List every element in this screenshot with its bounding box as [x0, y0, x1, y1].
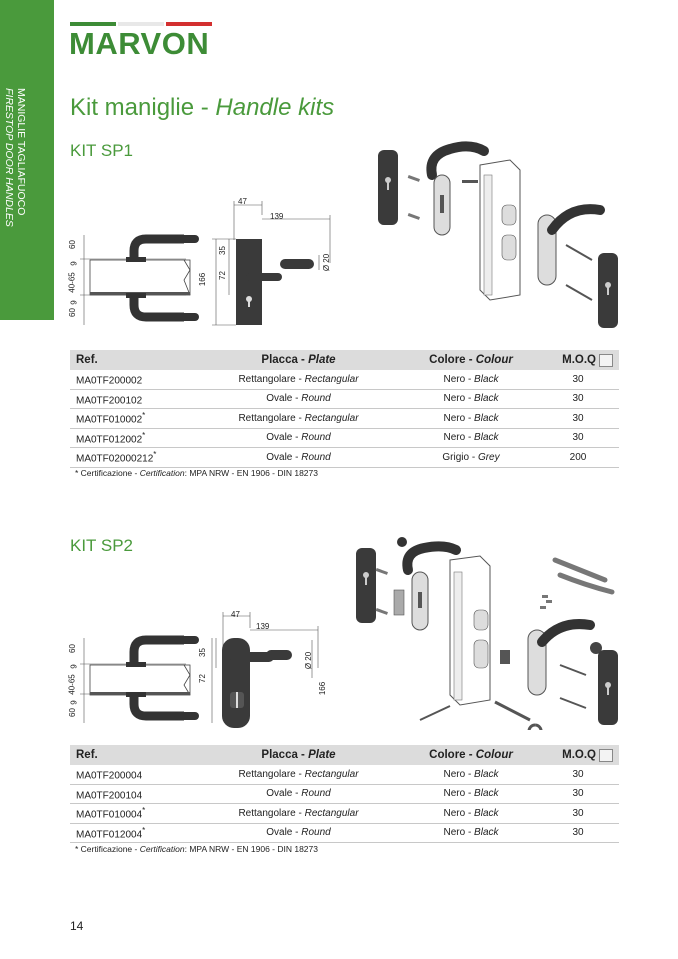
dim-60-bottom: 60 — [67, 308, 77, 317]
col-ref: Ref. — [70, 350, 192, 370]
table-row — [70, 804, 619, 824]
dim-9-bottom-sp2: 9 — [69, 700, 79, 705]
table-header-row — [70, 745, 619, 765]
col-colour: Colore - Colour — [405, 350, 537, 370]
kit-sp1-table — [70, 350, 619, 468]
dim-72-sp2: 72 — [197, 674, 207, 683]
cell-colour: Nero - Black — [405, 784, 537, 804]
cell-colour: Nero - Black — [405, 823, 537, 843]
brand-logo: MARVON — [69, 26, 210, 61]
cell-plate: Ovale - Round — [192, 428, 405, 448]
side-tab-line1: MANIGLIE TAGLIAFUOCO — [15, 88, 27, 216]
cell-moq: 30 — [537, 389, 619, 409]
cell-moq: 30 — [537, 370, 619, 389]
table-row — [70, 389, 619, 409]
kit-sp1-technical-drawing — [66, 195, 346, 335]
cell-plate: Ovale - Round — [192, 784, 405, 804]
dim-35-sp2: 35 — [197, 648, 207, 657]
col-ref: Ref. — [70, 745, 192, 765]
dim-72: 72 — [217, 271, 227, 280]
page-title-it: Kit maniglie - — [70, 94, 216, 121]
cell-plate: Rettangolare - Rectangular — [192, 370, 405, 389]
cell-colour: Nero - Black — [405, 370, 537, 389]
dim-9-bottom: 9 — [69, 300, 79, 305]
dim-60-bottom-sp2: 60 — [67, 708, 77, 717]
side-tab-line2: FIRESTOP DOOR HANDLES — [3, 88, 15, 227]
page-title-en: Handle kits — [215, 94, 335, 121]
cell-moq: 200 — [537, 448, 619, 468]
dim-d20-sp2: Ø 20 — [304, 651, 314, 670]
cell-colour: Nero - Black — [405, 765, 537, 784]
kit-sp2-technical-drawing — [66, 608, 336, 733]
box-icon — [599, 354, 613, 367]
cell-plate: Rettangolare - Rectangular — [192, 804, 405, 824]
cell-plate: Ovale - Round — [192, 448, 405, 468]
kit-sp2-certification-note: * Certificazione - Certification: MPA NRW - EN 1906 - DIN 18273 — [75, 844, 318, 854]
cell-ref: MA0TF02000212* — [70, 448, 192, 468]
table-row — [70, 428, 619, 448]
side-tab-text — [0, 0, 54, 320]
kit-sp1-certification-note: * Certificazione - Certification: MPA NRW - EN 1906 - DIN 18273 — [75, 468, 318, 478]
col-plate: Placca - Plate — [192, 745, 405, 765]
cell-plate: Ovale - Round — [192, 823, 405, 843]
page-number: 14 — [70, 919, 84, 933]
cell-colour: Nero - Black — [405, 409, 537, 429]
table-row — [70, 784, 619, 804]
cell-plate: Rettangolare - Rectangular — [192, 765, 405, 784]
table-row — [70, 823, 619, 843]
col-moq: M.O.Q — [537, 745, 619, 765]
cell-plate: Rettangolare - Rectangular — [192, 409, 405, 429]
dim-166: 166 — [198, 272, 208, 287]
kit-sp2-title: KIT SP2 — [70, 536, 133, 555]
col-colour: Colore - Colour — [405, 745, 537, 765]
dim-47: 47 — [238, 197, 247, 206]
dim-60-top: 60 — [67, 240, 77, 249]
cell-plate: Ovale - Round — [192, 389, 405, 409]
kit-sp1-exploded-view — [370, 135, 630, 335]
dim-60-top-sp2: 60 — [67, 644, 77, 653]
cell-moq: 30 — [537, 409, 619, 429]
col-plate: Placca - Plate — [192, 350, 405, 370]
cell-moq: 30 — [537, 428, 619, 448]
cell-ref: MA0TF012004* — [70, 823, 192, 843]
cell-moq: 30 — [537, 784, 619, 804]
cell-colour: Nero - Black — [405, 428, 537, 448]
col-moq: M.O.Q — [537, 350, 619, 370]
kit-sp1-title: KIT SP1 — [70, 141, 133, 160]
cell-moq: 30 — [537, 765, 619, 784]
cell-ref: MA0TF012002* — [70, 428, 192, 448]
dim-40-65-sp2: 40-65 — [67, 674, 77, 695]
cell-ref: MA0TF010002* — [70, 409, 192, 429]
cell-moq: 30 — [537, 823, 619, 843]
table-row — [70, 448, 619, 468]
dim-d20: Ø 20 — [322, 253, 332, 272]
cell-ref: MA0TF200104 — [70, 784, 192, 804]
cell-ref: MA0TF200002 — [70, 370, 192, 389]
cell-colour: Grigio - Grey — [405, 448, 537, 468]
table-row — [70, 370, 619, 389]
kit-sp2-table — [70, 745, 619, 843]
cell-colour: Nero - Black — [405, 389, 537, 409]
cell-moq: 30 — [537, 804, 619, 824]
page-title — [70, 94, 334, 122]
dim-9-top-sp2: 9 — [69, 664, 79, 669]
table-row — [70, 409, 619, 429]
dim-166-sp2: 166 — [318, 681, 328, 696]
dim-40-65: 40-65 — [67, 272, 77, 293]
dim-35: 35 — [217, 246, 227, 255]
dim-139-sp2: 139 — [256, 622, 270, 631]
box-icon — [599, 749, 613, 762]
kit-sp2-exploded-view — [350, 530, 630, 730]
table-row — [70, 765, 619, 784]
dim-47-sp2: 47 — [231, 610, 240, 619]
dim-9-top: 9 — [69, 261, 79, 266]
dim-139: 139 — [270, 212, 284, 221]
cell-ref: MA0TF200102 — [70, 389, 192, 409]
cell-ref: MA0TF200004 — [70, 765, 192, 784]
cell-colour: Nero - Black — [405, 804, 537, 824]
table-header-row — [70, 350, 619, 370]
cell-ref: MA0TF010004* — [70, 804, 192, 824]
